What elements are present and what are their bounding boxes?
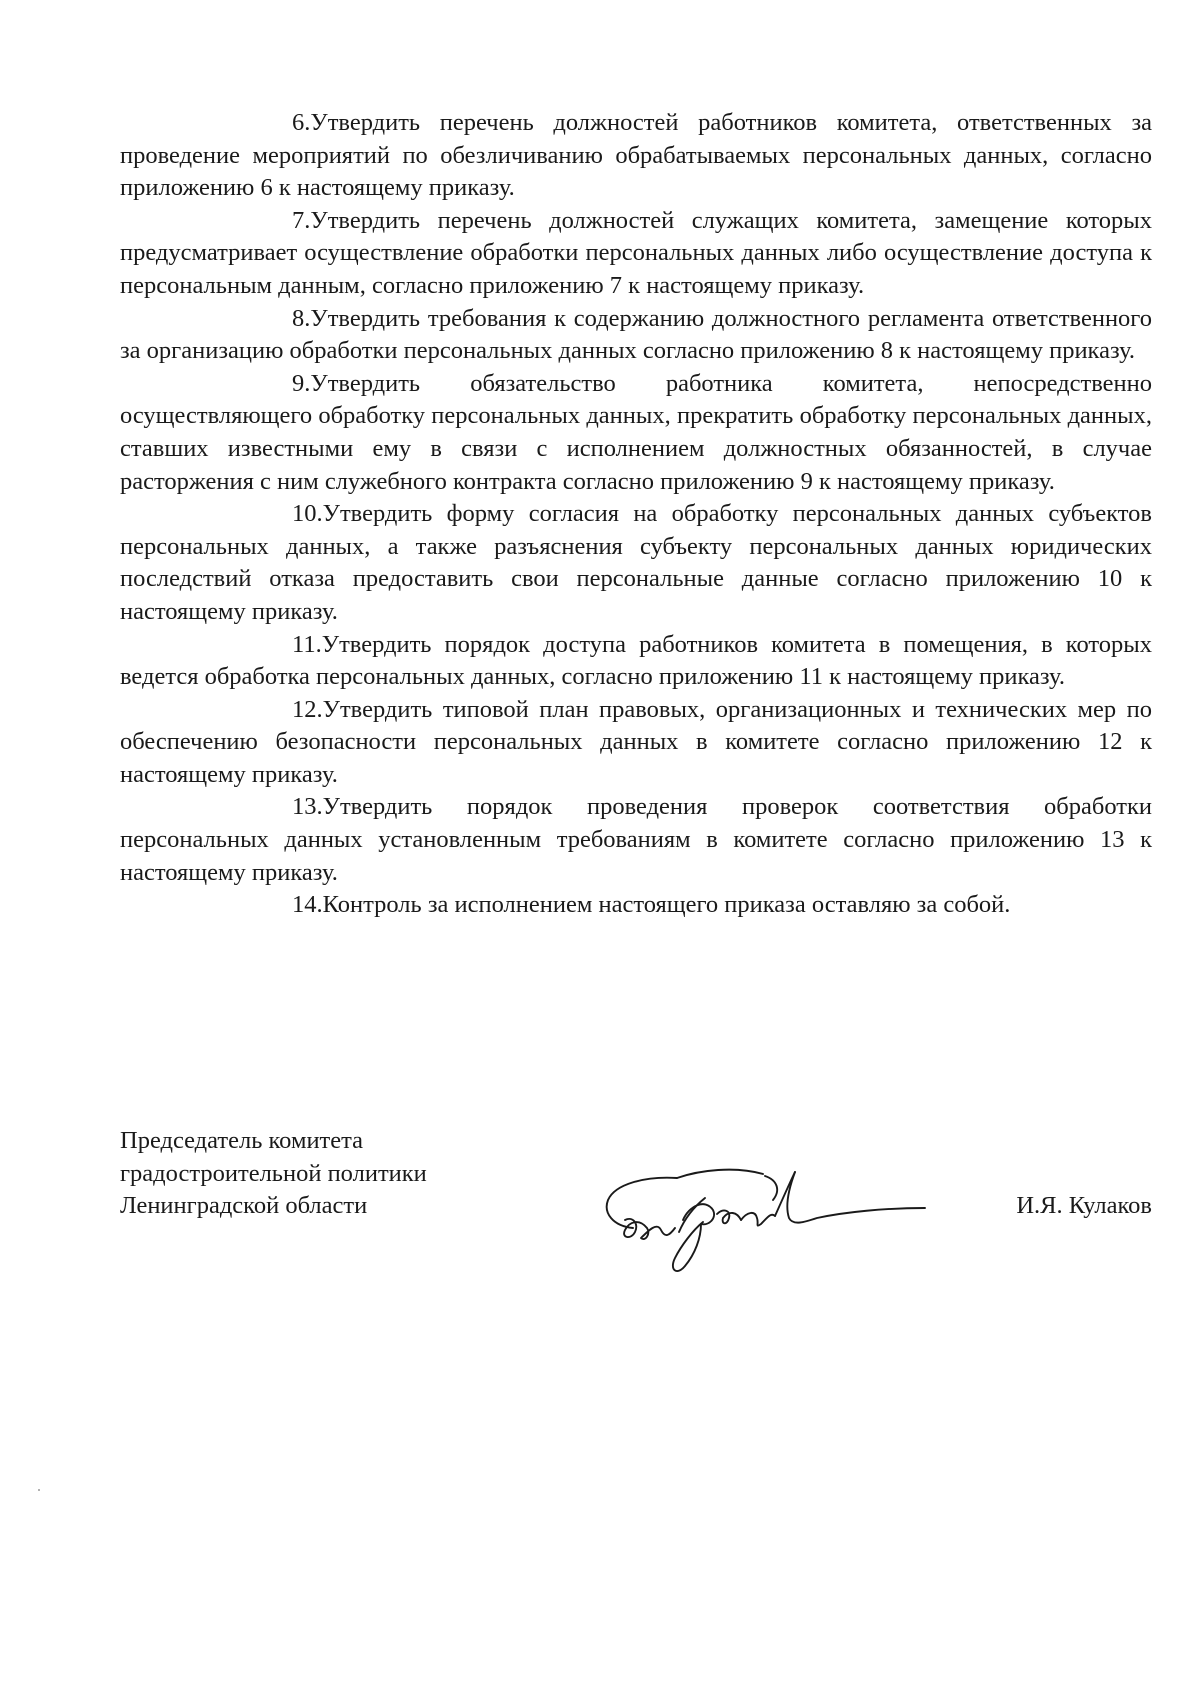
order-item-12 (120, 694, 1152, 792)
item-number: 8. (292, 304, 311, 332)
item-text: Контроль за исполнением настоящего приказа оставляю за собой. (322, 891, 1011, 919)
signer-position-line: Ленинградской области (120, 1192, 368, 1220)
order-item-10 (120, 498, 1152, 628)
signer-position-line: градостроительной политики (120, 1159, 427, 1187)
item-number: 11. (292, 630, 322, 658)
order-item-6 (120, 107, 1152, 205)
order-item-8 (120, 303, 1152, 368)
signer-position-line: Председатель комитета (120, 1127, 364, 1154)
scan-speck (38, 1489, 40, 1491)
item-text: Утвердить перечень должностей служащих комитета, замещение которых предусматривает осуществление обработки персональных данных либо осуществление доступа к персональным данным, согласно приложению 7 к настоящему приказу. (120, 206, 1152, 299)
signer-name: И.Я. Кулаков (1016, 1192, 1152, 1219)
order-item-14 (120, 889, 1152, 922)
item-number: 7. (292, 206, 311, 234)
order-item-7 (120, 205, 1152, 303)
item-number: 13. (292, 793, 323, 821)
item-text: Утвердить требования к содержанию должностного регламента ответственного за организацию обработки персональных данных согласно приложению 8 к настоящему приказу. (120, 304, 1152, 365)
item-text: Утвердить порядок доступа работников комитета в помещения, в которых ведется обработка персональных данных, согласно приложению 11 к настоящему приказу. (120, 630, 1152, 691)
item-text: Утвердить типовой план правовых, организационных и технических мер по обеспечению безопасности персональных данных в комитете согласно приложению 12 к настоящему приказу. (120, 695, 1152, 788)
item-text: Утвердить обязательство работника комитета, непосредственно осуществляющего обработку персональных данных, прекратить обработку персональных данных, ставших известными ему в связи с исполнением должностных обязанностей, в случае расторжения с ним служебного контракта согласно приложению 9 к настоящему приказу. (120, 369, 1152, 495)
order-item-13 (120, 791, 1152, 889)
item-number: 12. (292, 695, 323, 723)
item-text: Утвердить порядок проведения проверок соответствия обработки персональных данных установленным требованиям в комитете согласно приложению 13 к настоящему приказу. (120, 793, 1152, 886)
order-items (120, 107, 1152, 922)
signer-position (120, 1125, 540, 1223)
handwritten-signature (605, 1158, 950, 1283)
item-number: 6. (292, 109, 311, 136)
item-text: Утвердить форму согласия на обработку персональных данных субъектов персональных данных, а также разъяснения субъекту персональных данных юридических последствий отказа предоставить свои персональные данные согласно приложению 10 к настоящему приказу. (120, 500, 1152, 625)
item-number: 14. (292, 891, 323, 919)
signature-block (120, 1125, 1152, 1285)
item-text: Утвердить перечень должностей работников комитета, ответственных за проведение мероприятий по обезличиванию обрабатываемых персональных данных, согласно приложению 6 к настоящему приказу. (120, 109, 1152, 202)
item-number: 10. (292, 500, 323, 528)
order-item-11 (120, 629, 1152, 694)
item-number: 9. (292, 369, 311, 397)
order-item-9 (120, 368, 1152, 498)
signature-strokes (607, 1170, 925, 1271)
